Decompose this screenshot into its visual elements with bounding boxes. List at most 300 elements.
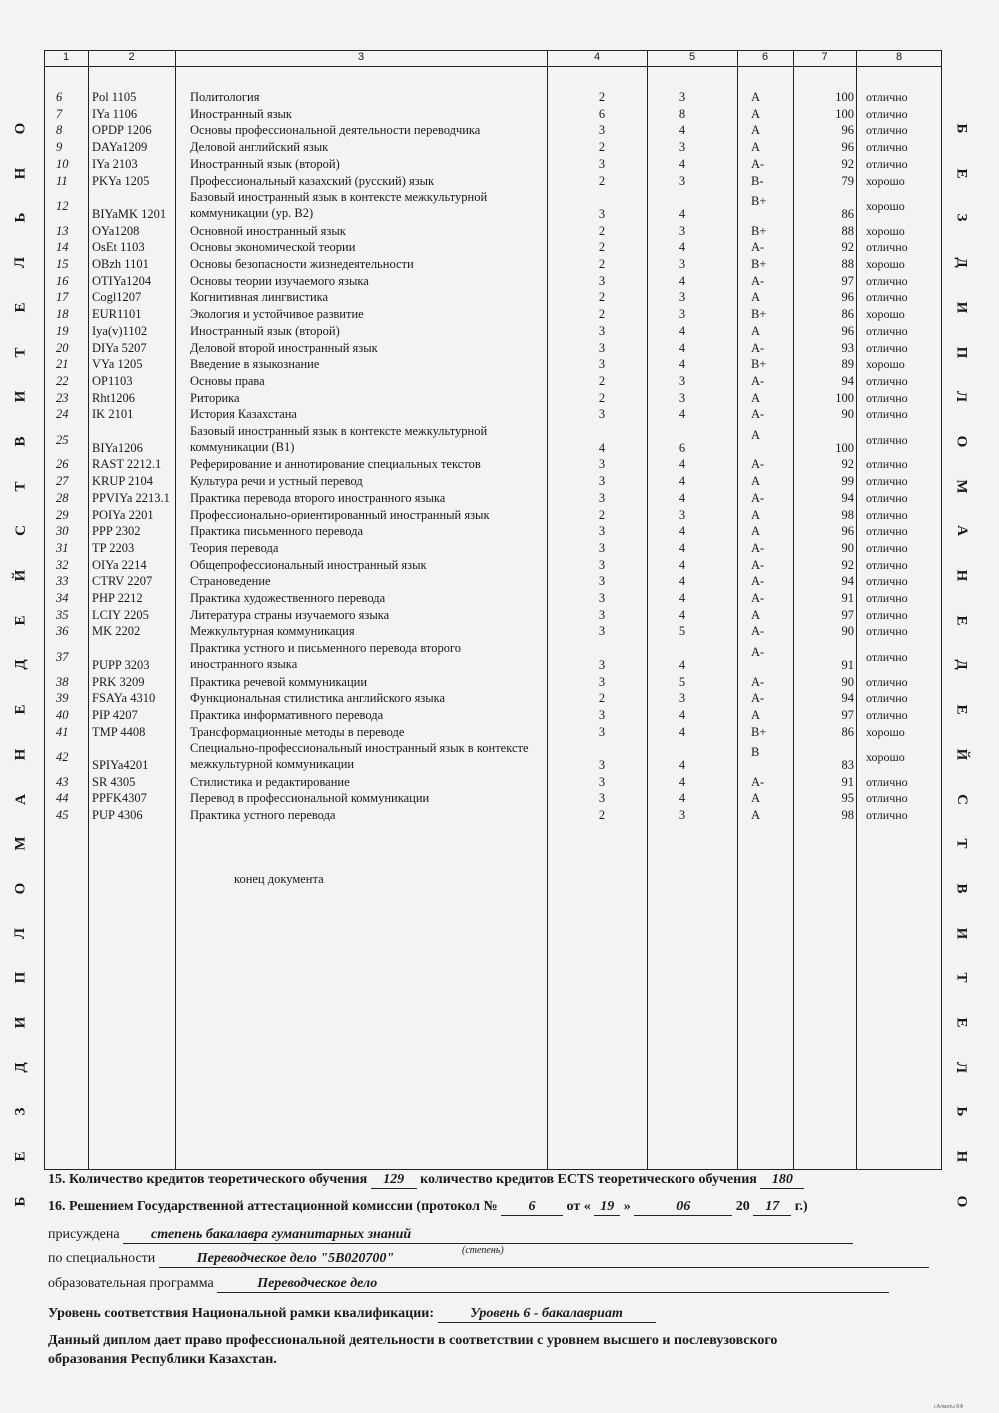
table-row [44, 741, 942, 774]
margin-letter: Т [12, 347, 29, 358]
letter-grade: A [751, 808, 761, 823]
course-code: PHP 2212 [92, 591, 143, 605]
row-number: 38 [56, 674, 69, 689]
credits: 3 [598, 607, 606, 622]
ects-credits: 5 [678, 624, 686, 639]
awarded-label: присуждена [48, 1227, 120, 1242]
margin-letter: В [953, 883, 970, 894]
grade-word: отлично [866, 674, 908, 689]
credits: 2 [598, 140, 606, 155]
margin-letter: Б [953, 123, 970, 134]
grade-word: отлично [866, 340, 908, 355]
table-row [44, 240, 942, 257]
course-name: Трансформационные методы в переводе [190, 724, 405, 739]
letter-grade: A- [751, 674, 765, 689]
score: 91 [841, 774, 854, 789]
margin-letter: Н [12, 167, 29, 180]
transcript-table [44, 50, 942, 1170]
table-row [44, 708, 942, 725]
rights-text [48, 1333, 938, 1368]
credits: 3 [598, 273, 606, 288]
score: 94 [841, 373, 854, 388]
table-row [44, 474, 942, 491]
course-name: Профессионально-ориентированный иностранный язык [190, 507, 490, 522]
row-number: 14 [56, 240, 69, 255]
score: 91 [841, 591, 854, 605]
row-number: 19 [56, 323, 69, 338]
course-code: EUR1101 [92, 307, 142, 322]
row-number: 11 [56, 173, 68, 188]
ects-credits: 4 [678, 707, 686, 722]
score: 96 [841, 123, 854, 138]
course-name: Иностранный язык (второй) [190, 156, 340, 171]
margin-letter: П [12, 972, 29, 984]
credits: 3 [598, 340, 606, 355]
table-row [44, 391, 942, 408]
table-row [44, 90, 942, 107]
letter-grade: A- [751, 490, 765, 505]
margin-letter: Ь [953, 1107, 970, 1117]
score: 97 [841, 707, 854, 722]
end-of-document-note: конец документа [234, 872, 324, 886]
credits: 2 [598, 307, 606, 322]
score: 97 [841, 273, 854, 288]
margin-letter: Е [953, 1017, 970, 1028]
table-row [44, 224, 942, 241]
row-number: 31 [56, 540, 69, 555]
ects-credits: 4 [678, 273, 686, 288]
ects-credits: 4 [678, 323, 686, 338]
table-row [44, 140, 942, 157]
letter-grade: A [751, 323, 761, 338]
program-value: Переводческое дело [217, 1276, 889, 1293]
credits: 3 [598, 707, 606, 722]
grade-word: отлично [866, 808, 908, 823]
margin-letter: П [953, 346, 970, 358]
grade-word: хорошо [866, 199, 905, 214]
course-code: LCIY 2205 [92, 607, 149, 622]
grade-word: отлично [866, 156, 908, 171]
ects-credits: 3 [678, 90, 686, 104]
margin-letter: О [12, 122, 29, 135]
grade-word: отлично [866, 774, 908, 789]
table-row [44, 508, 942, 525]
row-number: 7 [56, 106, 63, 121]
margin-letter: Е [12, 704, 29, 715]
table-row [44, 675, 942, 692]
margin-letter: Е [12, 302, 29, 313]
course-code: OTIYa1204 [92, 273, 152, 288]
grade-word: хорошо [866, 750, 905, 765]
credits: 3 [598, 774, 606, 789]
score: 90 [841, 407, 854, 422]
table-row [44, 491, 942, 508]
year-prefix: 20 [735, 1199, 750, 1214]
ects-credits: 3 [678, 507, 686, 522]
score: 91 [841, 658, 854, 673]
margin-letter: Л [12, 257, 29, 269]
table-row [44, 791, 942, 808]
row-number: 30 [56, 524, 69, 539]
score: 100 [835, 441, 854, 455]
letter-grade: B+ [751, 357, 767, 372]
table-row [44, 407, 942, 424]
score: 89 [841, 357, 854, 372]
credits: 2 [598, 173, 606, 188]
commission-line [48, 1199, 938, 1216]
score: 86 [841, 307, 854, 322]
table-row [44, 574, 942, 591]
credits: 3 [598, 557, 606, 572]
ects-credits: 4 [678, 774, 686, 789]
degree-hint: (степень) [462, 1245, 504, 1256]
grade-word: отлично [866, 540, 908, 555]
course-name: Функциональная стилистика английского языка [190, 691, 446, 706]
ects-credits: 4 [678, 340, 686, 355]
score: 88 [841, 223, 854, 238]
score: 100 [835, 390, 854, 405]
letter-grade: A [751, 390, 761, 405]
course-code: BIYa1206 [92, 441, 143, 455]
ects-credits: 4 [678, 207, 686, 222]
score: 86 [841, 207, 854, 222]
margin-letter: Д [12, 659, 29, 671]
margin-letter: А [953, 525, 970, 537]
margin-letter: О [12, 882, 29, 895]
score: 92 [841, 240, 854, 255]
margin-letter: Д [12, 1062, 29, 1073]
ects-credits: 3 [678, 290, 686, 305]
letter-grade: A- [751, 557, 765, 572]
course-name: Основы теории изучаемого языка [190, 273, 369, 288]
row-number: 25 [56, 433, 69, 447]
course-code: POIYa 2201 [92, 507, 154, 522]
credits: 2 [598, 257, 606, 271]
letter-grade: A- [751, 774, 765, 789]
letter-grade: A- [751, 574, 765, 589]
qualification-value: Уровень 6 - бакалавриат [438, 1306, 656, 1323]
course-code: PPFK4307 [92, 791, 147, 806]
credits: 3 [598, 490, 606, 505]
course-name: Базовый иностранный язык в контексте межкультурной [190, 424, 488, 438]
course-name: Теория перевода [190, 540, 279, 555]
table-row [44, 257, 942, 274]
grade-word: отлично [866, 574, 908, 589]
credits-label: 15. Количество кредитов теоретического обучения [48, 1172, 368, 1187]
ects-credits: 3 [678, 373, 686, 388]
row-number: 22 [56, 373, 69, 388]
score: 86 [841, 724, 854, 739]
ects-credits: 4 [678, 574, 686, 589]
table-row [44, 174, 942, 191]
letter-grade: A- [751, 373, 765, 388]
row-number: 9 [56, 140, 63, 155]
table-row [44, 374, 942, 391]
credits: 2 [598, 808, 606, 823]
credits: 2 [598, 240, 606, 255]
credits: 3 [598, 758, 606, 773]
letter-grade: B+ [751, 307, 767, 322]
letter-grade: A- [751, 624, 765, 639]
grade-word: хорошо [866, 724, 905, 739]
ects-credits: 5 [678, 674, 686, 689]
letter-grade: A [751, 507, 761, 522]
letter-grade: A [751, 428, 761, 442]
margin-letter: В [12, 436, 29, 447]
course-name: Практика устного перевода [190, 808, 336, 823]
row-number: 37 [56, 650, 69, 665]
course-code: OBzh 1101 [92, 257, 149, 271]
margin-letter: Д [953, 257, 970, 268]
course-code: OIYa 2214 [92, 557, 147, 572]
score: 90 [841, 674, 854, 689]
grade-word: отлично [866, 474, 908, 489]
course-code: PRK 3209 [92, 674, 145, 689]
course-code: Rht1206 [92, 390, 136, 405]
table-row [44, 324, 942, 341]
credits: 3 [598, 591, 606, 605]
score: 92 [841, 457, 854, 472]
score: 92 [841, 557, 854, 572]
row-number: 27 [56, 474, 69, 489]
letter-grade: B+ [751, 223, 767, 238]
margin-letter: С [12, 525, 29, 537]
course-name: Риторика [190, 390, 240, 405]
course-name: коммуникации (ур. B2) [190, 206, 314, 221]
margin-letter: Е [953, 168, 970, 179]
course-name: Экология и устойчивое развитие [190, 307, 364, 322]
margin-letter: Н [953, 569, 970, 582]
course-code: PIP 4207 [92, 707, 138, 722]
course-code: BIYaMK 1201 [92, 207, 167, 222]
ects-credits: 3 [678, 691, 686, 706]
course-code: DAYa1209 [92, 140, 148, 155]
course-name: Практика речевой коммуникации [190, 674, 368, 689]
ects-credits: 4 [678, 791, 686, 806]
score: 79 [841, 173, 854, 188]
date-month: 06 [634, 1199, 732, 1216]
credits: 2 [598, 507, 606, 522]
course-code: Cogl1207 [92, 290, 142, 305]
row-number: 36 [56, 624, 69, 639]
course-code: PUPP 3203 [92, 658, 150, 673]
letter-grade: A [751, 791, 761, 806]
ects-credits: 4 [678, 758, 686, 773]
margin-letter: Б [12, 1196, 29, 1207]
qualification-line [48, 1306, 938, 1323]
grade-word: отлично [866, 607, 908, 622]
grade-word: отлично [866, 457, 908, 472]
margin-letter: Е [12, 1151, 29, 1162]
grade-word: хорошо [866, 173, 905, 188]
grade-word: отлично [866, 557, 908, 572]
row-number: 20 [56, 340, 69, 355]
margin-letter: О [953, 435, 970, 448]
ects-credits: 4 [678, 123, 686, 138]
margin-letter: И [12, 390, 29, 403]
score: 96 [841, 140, 854, 155]
ects-credits: 4 [678, 658, 686, 673]
column-number: 1 [62, 51, 70, 63]
margin-letter: Т [12, 481, 29, 492]
score: 94 [841, 691, 854, 706]
column-number: 2 [128, 51, 135, 63]
margin-letter: Й [12, 569, 29, 582]
course-name: Иностранный язык (второй) [190, 323, 340, 338]
score: 94 [841, 574, 854, 589]
course-code: RAST 2212.1 [92, 457, 162, 472]
row-number: 33 [56, 574, 69, 589]
ects-credits: 4 [678, 557, 686, 572]
grade-word: отлично [866, 90, 908, 104]
rights-line-1: Данный диплом дает право профессиональной деятельности в соответствии с уровнем высшего и послевузовского [48, 1333, 778, 1348]
row-number: 15 [56, 257, 69, 271]
score: 97 [841, 607, 854, 622]
letter-grade: A [751, 290, 761, 305]
credits: 3 [598, 156, 606, 171]
credits: 2 [598, 691, 606, 706]
row-number: 6 [56, 90, 63, 104]
table-row [44, 558, 942, 575]
course-name: Практика письменного перевода [190, 524, 363, 539]
ects-value: 180 [760, 1172, 804, 1189]
margin-letter: И [953, 927, 970, 939]
course-name: Общепрофессиональный иностранный язык [190, 557, 427, 572]
ects-credits: 4 [678, 540, 686, 555]
course-name: коммуникации (B1) [190, 440, 295, 454]
row-number: 21 [56, 357, 69, 372]
qualification-label: Уровень соответствия Национальной рамки квалификации: [48, 1306, 435, 1321]
course-code: Pol 1105 [92, 90, 137, 104]
ects-credits: 4 [678, 357, 686, 372]
score: 90 [841, 624, 854, 639]
table-row [44, 290, 942, 307]
margin-letter: Н [953, 1150, 970, 1163]
letter-grade: A [751, 474, 761, 489]
course-name: Иностранный язык [190, 106, 292, 121]
row-number: 39 [56, 691, 69, 706]
table-row [44, 775, 942, 792]
row-number: 13 [56, 223, 69, 238]
margin-letter: М [953, 479, 970, 494]
grade-word: отлично [866, 273, 908, 288]
score: 96 [841, 290, 854, 305]
table-row [44, 341, 942, 358]
row-number: 10 [56, 156, 69, 171]
specialty-value: Переводческое дело "5B020700" [159, 1251, 929, 1268]
column-number: 3 [357, 51, 365, 63]
date-year: 17 [753, 1199, 791, 1216]
course-code: SPIYa4201 [92, 758, 149, 773]
credits: 2 [598, 90, 606, 104]
credits: 3 [598, 540, 606, 555]
credits: 2 [598, 390, 606, 405]
table-row [44, 808, 942, 825]
letter-grade: A [751, 707, 761, 722]
grade-word: хорошо [866, 257, 905, 271]
ects-credits: 4 [678, 474, 686, 489]
margin-letter: И [953, 301, 970, 314]
course-code: OYa1208 [92, 223, 140, 238]
letter-grade: A [751, 524, 761, 539]
row-number: 40 [56, 707, 69, 722]
grade-word: отлично [866, 140, 908, 155]
credits: 2 [598, 373, 606, 388]
margin-letter: Н [12, 748, 29, 761]
credits: 4 [598, 441, 606, 455]
course-name: Базовый иностранный язык в контексте межкультурной [190, 190, 488, 205]
margin-letter: Й [953, 748, 970, 761]
score: 90 [841, 540, 854, 555]
course-name: Перевод в профессиональной коммуникации [190, 791, 430, 806]
course-name: Основы права [190, 373, 265, 388]
margin-letter: С [953, 793, 970, 805]
score: 98 [841, 507, 854, 522]
course-code: FSAYa 4310 [92, 691, 156, 706]
course-name: Практика устного и письменного перевода второго [190, 641, 462, 656]
course-code: PKYa 1205 [92, 173, 150, 188]
course-name: Реферирование и аннотирование специальных текстов [190, 457, 481, 472]
grade-word: отлично [866, 507, 908, 522]
course-name: Основы безопасности жизнедеятельности [190, 257, 414, 271]
margin-letter: Т [953, 838, 970, 849]
ects-credits: 4 [678, 156, 686, 171]
credits: 3 [598, 474, 606, 489]
column-number: 6 [761, 51, 769, 63]
course-code: OPDP 1206 [92, 123, 152, 138]
letter-grade: B+ [751, 194, 767, 209]
ects-credits: 3 [678, 223, 686, 238]
row-number: 8 [56, 123, 63, 138]
column-number: 4 [593, 51, 601, 63]
course-name: Политология [190, 90, 260, 104]
row-number: 41 [56, 724, 69, 739]
ects-credits: 3 [678, 390, 686, 405]
credits: 3 [598, 624, 606, 639]
course-name: Страноведение [190, 574, 271, 589]
row-number: 16 [56, 273, 69, 288]
letter-grade: A [751, 90, 761, 104]
grade-word: отлично [866, 707, 908, 722]
course-code: CTRV 2207 [92, 574, 153, 589]
row-number: 43 [56, 774, 69, 789]
table-row [44, 357, 942, 374]
letter-grade: B+ [751, 257, 767, 271]
letter-grade: A- [751, 240, 765, 255]
ects-credits: 4 [678, 490, 686, 505]
letter-grade: A- [751, 591, 765, 605]
course-code: SR 4305 [92, 774, 136, 789]
row-number: 32 [56, 557, 69, 572]
credits: 3 [598, 407, 606, 422]
row-number: 12 [56, 199, 69, 214]
date-day: 19 [594, 1199, 620, 1216]
row-number: 24 [56, 407, 69, 422]
course-name: История Казахстана [190, 407, 297, 422]
table-row [44, 457, 942, 474]
grade-word: отлично [866, 650, 908, 665]
row-number: 23 [56, 390, 69, 405]
letter-grade: A [751, 607, 761, 622]
course-code: OP1103 [92, 373, 133, 388]
grade-word: отлично [866, 490, 908, 505]
year-suffix: г.) [794, 1199, 808, 1214]
grade-word: хорошо [866, 307, 905, 322]
row-number: 44 [56, 791, 69, 806]
course-code: PPP 2302 [92, 524, 141, 539]
letter-grade: A- [751, 273, 765, 288]
credits: 2 [598, 223, 606, 238]
